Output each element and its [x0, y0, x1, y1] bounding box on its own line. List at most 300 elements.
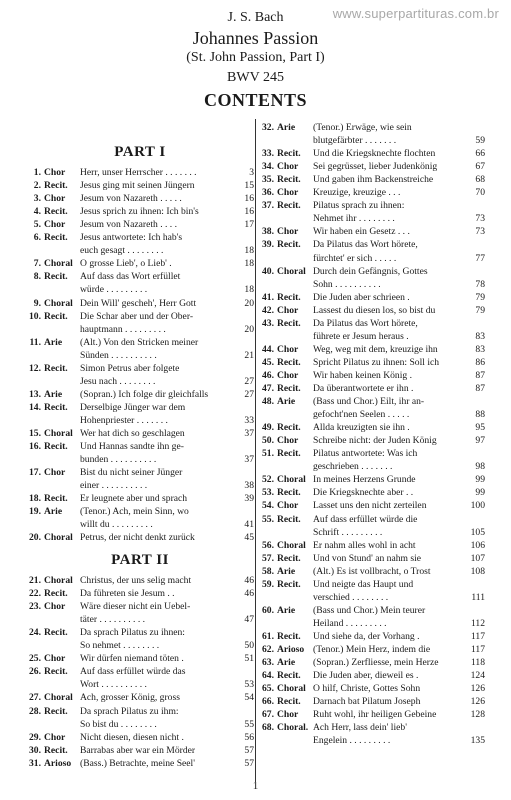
part-one-heading: PART I	[114, 144, 166, 160]
entry-title: Er leugnete aber und sprach	[80, 493, 188, 505]
toc-entry	[259, 695, 485, 708]
toc-entry	[259, 317, 485, 330]
entry-number: 50.	[262, 435, 274, 447]
toc-entry	[26, 705, 254, 718]
entry-title: Und neigte das Haupt und	[313, 578, 414, 590]
entry-page: 111	[471, 591, 485, 603]
entry-type: Recit.	[277, 317, 301, 329]
entry-title: So nehmet . . . . . . . .	[80, 640, 160, 652]
toc-entry-continuation	[26, 453, 254, 466]
entry-type: Recit.	[277, 578, 301, 590]
entry-title: Auf dass das Wort erfüllet	[80, 271, 181, 283]
entry-page: 83	[475, 343, 485, 355]
entry-title: Wort . . . . . . . . . .	[80, 679, 147, 691]
toc-entry	[259, 513, 485, 526]
entry-number: 55.	[262, 513, 274, 525]
entry-number: 7.	[33, 258, 41, 270]
entry-number: 46.	[262, 369, 274, 381]
toc-entry-continuation	[26, 414, 254, 427]
entry-type: Arie	[277, 604, 296, 616]
entry-title: O hilf, Christe, Gottes Sohn	[313, 683, 421, 695]
entry-number: 59.	[262, 578, 274, 590]
entry-number: 14.	[29, 401, 41, 413]
entry-page: 53	[244, 679, 254, 691]
entry-title: (Alt.) Von den Stricken meiner	[80, 336, 199, 348]
entry-title: Jesus ging mit seinen Jüngern	[80, 180, 195, 192]
toc-entry	[259, 147, 485, 160]
entry-type: Recit.	[277, 487, 301, 499]
entry-type: Chor	[277, 187, 299, 199]
toc-entry-continuation	[26, 323, 254, 336]
entry-page: 83	[475, 330, 485, 342]
toc-entry	[259, 539, 485, 552]
entry-number: 58.	[262, 565, 274, 577]
entry-number: 42.	[262, 304, 274, 316]
entry-page: 37	[244, 454, 254, 466]
toc-entry	[259, 160, 485, 173]
toc-entry	[259, 382, 485, 395]
entry-page: 50	[244, 640, 254, 652]
toc-entry-continuation	[259, 278, 485, 291]
toc-entry-continuation	[259, 408, 485, 421]
entry-title: Da führeten sie Jesum . .	[80, 588, 175, 600]
entry-page: 55	[244, 718, 254, 730]
entry-title: Wir dürfen niemand töten .	[80, 653, 184, 665]
toc-entry	[26, 665, 254, 678]
entry-title: gefocht'nen Seelen . . . . .	[313, 409, 410, 421]
entry-type: Chor	[44, 193, 66, 205]
entry-page: 37	[244, 428, 254, 439]
entry-page: 77	[475, 252, 485, 264]
entry-title: Spricht Pilatus zu ihnen: Soll ich	[313, 356, 440, 368]
toc-entry	[259, 369, 485, 382]
entry-title: Wir haben ein Gesetz . . .	[313, 226, 410, 238]
entry-title: Nicht diesen, diesen nicht .	[80, 731, 184, 743]
entry-page: 124	[470, 670, 485, 682]
entry-title: führete er Jesum heraus .	[313, 330, 409, 342]
entry-page: 87	[475, 369, 485, 381]
toc-entry-continuation	[259, 252, 485, 265]
entry-type: Arie	[44, 388, 63, 400]
entry-type: Choral	[277, 539, 306, 551]
entry-number: 41.	[262, 291, 274, 303]
toc-entry	[26, 231, 254, 244]
entry-type: Chor	[44, 467, 66, 479]
toc-entry	[26, 731, 254, 744]
toc-entry	[259, 669, 485, 682]
entry-type: Recit.	[44, 744, 68, 756]
entry-page: 16	[244, 206, 254, 218]
toc-entry-continuation	[26, 349, 254, 362]
toc-entry-continuation	[259, 617, 485, 630]
entry-number: 32.	[262, 122, 274, 133]
entry-title: verschied . . . . . . . .	[313, 591, 389, 603]
entry-page: 108	[470, 565, 485, 577]
entry-type: Chor	[277, 343, 299, 355]
entry-type: Recit.	[277, 200, 301, 212]
entry-type: Recit.	[44, 705, 68, 717]
toc-entry-continuation	[26, 283, 254, 296]
toc-entry	[259, 173, 485, 186]
entry-page: 59	[475, 135, 485, 147]
toc-entry	[259, 291, 485, 304]
entry-page: 18	[244, 284, 254, 296]
toc-entry	[26, 574, 254, 587]
entry-title: Da sprach Pilatus zu ihnen:	[80, 627, 185, 639]
entry-title: (Bass und Chor.) Mein teurer	[313, 604, 426, 616]
entry-title: Schrift . . . . . . . . .	[313, 526, 383, 538]
entry-title: So bist du . . . . . . . .	[80, 718, 157, 730]
entry-page: 41	[244, 519, 254, 531]
entry-title: Jesum von Nazareth . . . .	[80, 219, 177, 231]
entry-number: 35.	[262, 174, 274, 186]
entry-title: Er nahm alles wohl in acht	[313, 539, 416, 551]
toc-entry-continuation	[26, 639, 254, 652]
entry-type: Choral	[277, 265, 306, 277]
entry-page: 73	[475, 226, 485, 238]
entry-type: Arie	[44, 506, 63, 518]
toc-entry-continuation	[26, 518, 254, 531]
entry-type: Chor	[44, 601, 66, 613]
entry-number: 10.	[29, 310, 41, 322]
toc-entry-continuation	[259, 460, 485, 473]
toc-entry	[259, 395, 485, 408]
entry-title: Hohenpriester . . . . . . .	[80, 414, 168, 426]
entry-page: 15	[244, 180, 254, 192]
toc-entry-continuation	[259, 734, 485, 747]
entry-page: 99	[475, 487, 485, 499]
toc-entry-continuation	[26, 718, 254, 731]
entry-title: Weg, weg mit dem, kreuzige ihn	[313, 343, 438, 355]
entry-title: Da Pilatus das Wort hörete,	[313, 239, 418, 251]
entry-title: In meines Herzens Grunde	[313, 474, 416, 486]
entry-number: 57.	[262, 552, 274, 564]
entry-number: 18.	[29, 493, 41, 505]
entry-page: 27	[244, 388, 254, 400]
toc-entry	[259, 199, 485, 212]
entry-page: 38	[244, 480, 254, 492]
entry-page: 98	[475, 461, 485, 473]
entry-page: 78	[475, 278, 485, 290]
entry-page: 117	[470, 630, 485, 642]
entry-title: Die Juden aber schrieen .	[313, 291, 410, 303]
toc-entry	[26, 218, 254, 231]
entry-title: Da Pilatus das Wort hörete,	[313, 317, 418, 329]
contents-heading: CONTENTS	[203, 90, 308, 110]
entry-type: Chor	[277, 161, 299, 173]
entry-number: 54.	[262, 500, 274, 512]
toc-entry	[26, 757, 254, 770]
entry-type: Arie	[44, 336, 63, 348]
entry-title: willt du . . . . . . . . .	[80, 519, 153, 531]
entry-number: 48.	[262, 396, 274, 408]
entry-page: 57	[244, 744, 254, 756]
entry-type: Arioso	[44, 757, 72, 769]
entry-title: Da sprach Pilatus zu ihm:	[80, 705, 179, 717]
toc-entry-continuation	[259, 134, 485, 147]
entry-type: Recit.	[277, 239, 301, 251]
entry-number: 29.	[29, 731, 41, 743]
entry-page: 27	[244, 375, 254, 387]
entry-title: (Alt.) Es ist vollbracht, o Trost	[313, 565, 431, 577]
entry-number: 63.	[262, 657, 274, 669]
entry-type: Recit.	[277, 552, 301, 564]
entry-type: Recit.	[277, 696, 301, 708]
entry-page: 57	[244, 757, 254, 769]
toc-entry	[26, 531, 254, 544]
toc-entry	[259, 265, 485, 278]
entry-type: Recit.	[277, 448, 301, 460]
entry-title: täter . . . . . . . . . .	[80, 614, 146, 626]
part-two-heading: PART II	[111, 552, 169, 568]
entry-type: Recit.	[44, 180, 68, 192]
entry-number: 15.	[29, 428, 41, 439]
entry-type: Chor	[277, 369, 299, 381]
toc-entry	[259, 552, 485, 565]
entry-number: 37.	[262, 200, 274, 212]
entry-page: 66	[475, 148, 485, 160]
entry-title: Da überantwortete er ihn .	[313, 383, 414, 394]
toc-entry	[259, 434, 485, 447]
toc-entry-continuation	[259, 330, 485, 343]
entry-number: 30.	[29, 744, 41, 756]
entry-title: (Tenor.) Mein Herz, indem die	[313, 644, 431, 655]
entry-title: Die Juden aber, dieweil es .	[313, 670, 419, 682]
entry-title: Jesum von Nazareth . . . . .	[80, 193, 182, 205]
entry-title: (Tenor.) Ach, mein Sinn, wo	[80, 506, 189, 518]
entry-number: 33.	[262, 148, 274, 160]
toc-entry	[26, 310, 254, 323]
entry-type: Recit.	[277, 148, 301, 160]
entry-type: Recit.	[277, 291, 301, 303]
toc-entry	[26, 205, 254, 218]
toc-entry	[26, 652, 254, 665]
entry-type: Choral	[277, 683, 306, 695]
entry-page: 45	[244, 532, 254, 544]
entry-type: Recit.	[44, 666, 68, 678]
entry-page: 18	[244, 245, 254, 257]
entry-number: 51.	[262, 448, 274, 460]
entry-page: 118	[470, 657, 485, 669]
entry-page: 126	[470, 696, 485, 708]
entry-title: Ach Herr, lass dein' lieb'	[313, 722, 407, 734]
entry-type: Choral	[277, 474, 306, 486]
entry-title: Christus, der uns selig macht	[80, 575, 192, 586]
entry-title: Simon Petrus aber folgete	[80, 362, 180, 374]
entry-page: 33	[244, 414, 254, 426]
entry-page: 86	[475, 356, 485, 368]
entry-page: 51	[244, 653, 254, 665]
entry-title: Darnach bat Pilatum Joseph	[313, 696, 421, 708]
entry-number: 68.	[262, 722, 274, 734]
entry-type: Chor	[44, 219, 66, 231]
entry-type: Chor	[44, 731, 66, 743]
entry-page: 47	[244, 614, 254, 626]
entry-number: 13.	[29, 388, 41, 400]
toc-entry	[26, 600, 254, 613]
entry-page: 97	[475, 435, 485, 447]
entry-number: 45.	[262, 356, 274, 368]
entry-title: Und gaben ihm Backenstreiche	[313, 174, 434, 186]
entry-type: Chor	[44, 167, 66, 178]
entry-number: 61.	[262, 630, 274, 642]
entry-type: Recit.	[44, 493, 68, 505]
entry-number: 39.	[262, 239, 274, 251]
entry-title: Schreibe nicht: der Juden König	[313, 435, 437, 447]
entry-title: fürchtet' er sich . . . . .	[313, 252, 397, 264]
entry-type: Arioso	[277, 644, 305, 655]
entry-page: 3	[249, 167, 254, 178]
toc-entry	[26, 297, 254, 310]
entry-page: 99	[475, 474, 485, 486]
entry-type: Recit.	[44, 588, 68, 600]
entry-type: Choral	[44, 258, 73, 270]
entry-title: Und Hannas sandte ihn ge-	[80, 441, 184, 453]
toc-entry	[26, 691, 254, 704]
entry-number: 65.	[262, 683, 274, 695]
entry-title: würde . . . . . . . . .	[80, 284, 148, 296]
toc-entry	[259, 565, 485, 578]
entry-type: Recit.	[44, 401, 68, 413]
toc-entry	[259, 304, 485, 317]
entry-title: geschrieben . . . . . . .	[313, 461, 393, 473]
entry-title: Lasset uns den nicht zerteilen	[313, 500, 427, 512]
entry-title: Allda kreuzigten sie ihn .	[313, 422, 410, 434]
entry-number: 31.	[29, 757, 41, 769]
entry-page: 112	[470, 617, 485, 629]
entry-title: Derselbige Jünger war dem	[80, 401, 186, 413]
entry-number: 9.	[33, 297, 41, 309]
entry-title: Auf dass erfüllet würde die	[313, 513, 418, 525]
entry-title: bunden . . . . . . . . . .	[80, 454, 157, 466]
toc-entry	[259, 356, 485, 369]
entry-title: Wer hat dich so geschlagen	[80, 428, 185, 439]
entry-number: 12.	[29, 362, 41, 374]
toc-entry	[26, 744, 254, 757]
entry-number: 1.	[33, 167, 41, 178]
page-number: 1	[252, 780, 259, 792]
toc-entry	[26, 440, 254, 453]
entry-type: Choral	[44, 428, 73, 439]
entry-number: 19.	[29, 506, 41, 518]
entry-number: 11.	[29, 336, 41, 348]
column-divider	[255, 119, 256, 782]
entry-title: blutgefärbter . . . . . . .	[313, 135, 397, 147]
toc-entry	[259, 447, 485, 460]
entry-title: (Bass.) Betrachte, meine Seel'	[80, 757, 195, 769]
toc-entry	[26, 626, 254, 639]
entry-page: 87	[475, 383, 485, 394]
toc-entry	[259, 643, 485, 656]
entry-number: 5.	[33, 219, 41, 231]
entry-number: 53.	[262, 487, 274, 499]
entry-number: 3.	[33, 193, 41, 205]
entry-page: 46	[244, 575, 254, 586]
entry-title: Barrabas aber war ein Mörder	[80, 744, 196, 756]
entry-title: Wäre dieser nicht ein Uebel-	[80, 601, 191, 613]
toc-entry-continuation	[259, 212, 485, 225]
entry-title: Bist du nicht seiner Jünger	[80, 467, 183, 479]
toc-entry	[26, 179, 254, 192]
entry-number: 2.	[33, 180, 41, 192]
entry-type: Chor	[277, 500, 299, 512]
entry-title: Heiland . . . . . . . . .	[313, 617, 387, 629]
entry-type: Choral.	[277, 722, 309, 734]
toc-entry	[26, 257, 254, 270]
entry-type: Arie	[277, 565, 296, 577]
bwv-number: BWV 245	[227, 70, 284, 85]
toc-entry	[259, 604, 485, 617]
entry-page: 39	[244, 493, 254, 505]
entry-number: 40.	[262, 265, 274, 277]
entry-title: Lassest du diesen los, so bist du	[313, 304, 436, 316]
entry-page: 20	[244, 297, 254, 309]
entry-type: Recit.	[44, 627, 68, 639]
entry-number: 21.	[29, 575, 41, 586]
toc-entry	[259, 186, 485, 199]
entry-number: 43.	[262, 317, 274, 329]
entry-page: 73	[475, 213, 485, 225]
entry-page: 68	[475, 174, 485, 186]
entry-type: Recit.	[277, 174, 301, 186]
toc-entry	[26, 466, 254, 479]
entry-title: Wir haben keinen König .	[313, 369, 412, 381]
entry-title: Jesu nach . . . . . . . .	[80, 375, 156, 387]
entry-title: Auf dass erfüllet würde das	[80, 666, 186, 678]
entry-number: 20.	[29, 532, 41, 544]
entry-number: 36.	[262, 187, 274, 199]
entry-title: Jesus sprich zu ihnen: Ich bin's	[80, 206, 199, 218]
entry-title: Durch dein Gefängnis, Gottes	[313, 265, 428, 277]
entry-type: Recit.	[44, 232, 68, 244]
toc-entry	[26, 270, 254, 283]
entry-type: Chor	[44, 653, 66, 665]
toc-entry	[259, 121, 485, 134]
entry-page: 56	[244, 731, 254, 743]
entry-number: 4.	[33, 206, 41, 218]
entry-number: 25.	[29, 653, 41, 665]
entry-title: Und die Kriegsknechte flochten	[313, 148, 436, 160]
entry-type: Recit.	[277, 513, 301, 525]
toc-entry	[259, 225, 485, 238]
toc-entry	[26, 587, 254, 600]
entry-type: Recit.	[44, 441, 68, 453]
entry-page: 46	[244, 588, 254, 600]
toc-entry	[26, 336, 254, 349]
toc-entry	[259, 708, 485, 721]
entry-page: 70	[475, 187, 485, 199]
entry-title: Jesus antwortete: Ich hab's	[80, 232, 183, 244]
entry-number: 24.	[29, 627, 41, 639]
toc-entry	[259, 630, 485, 643]
toc-entry	[26, 505, 254, 518]
entry-number: 8.	[33, 271, 41, 283]
entry-title: Die Schar aber und der Ober-	[80, 310, 194, 322]
entry-page: 105	[470, 526, 485, 538]
entry-type: Arie	[277, 657, 296, 669]
entry-type: Arie	[277, 396, 296, 408]
entry-number: 22.	[29, 588, 41, 600]
entry-title: einer . . . . . . . . . .	[80, 480, 148, 492]
entry-page: 128	[470, 709, 485, 721]
entry-type: Recit.	[277, 630, 301, 642]
entry-type: Chor	[277, 226, 299, 238]
entry-number: 17.	[29, 467, 41, 479]
toc-entry-continuation	[26, 613, 254, 626]
toc-entry	[259, 656, 485, 669]
entry-title: Nehmet ihr . . . . . . . .	[313, 213, 395, 225]
entry-title: Petrus, der nicht denkt zurück	[80, 532, 195, 544]
